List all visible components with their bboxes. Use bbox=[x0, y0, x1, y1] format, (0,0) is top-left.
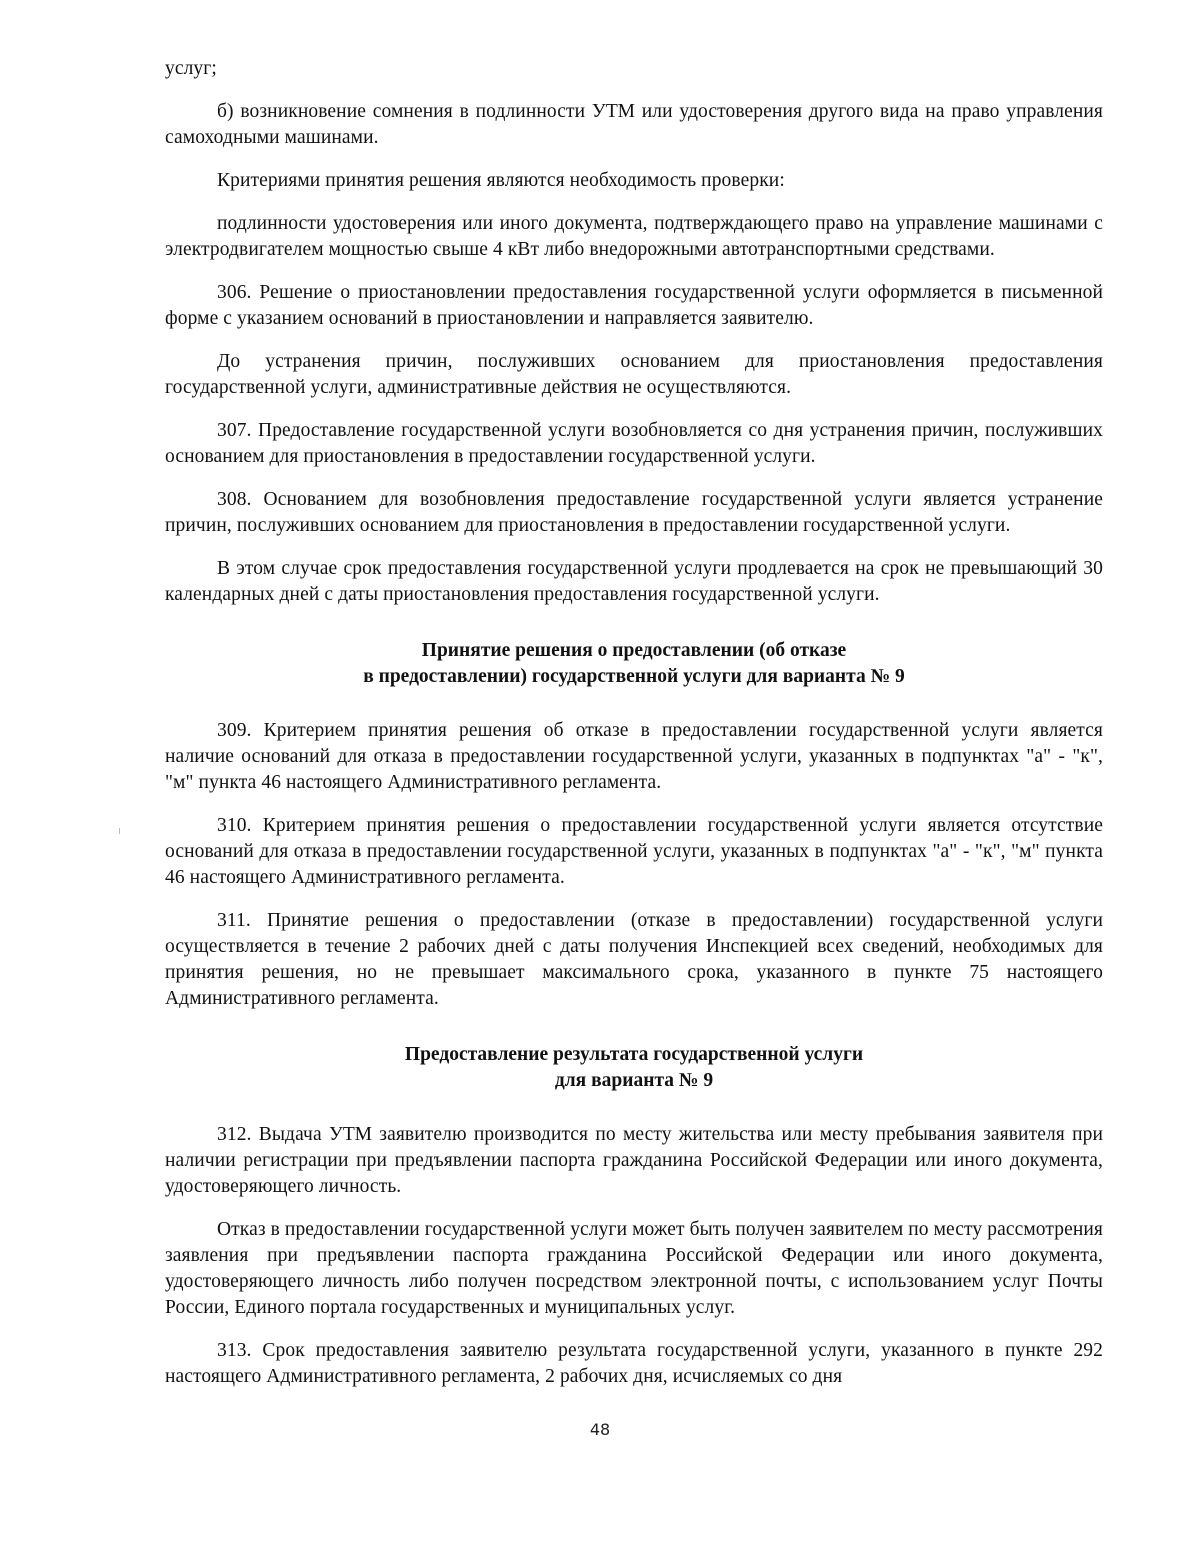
paragraph: 306. Решение о приостановлении предоставления государственной услуги оформляется в письменной форме с указанием оснований в приостановлении и направляется заявителю. bbox=[165, 282, 1103, 329]
paragraph: б) возникновение сомнения в подлинности УТМ или удостоверения другого вида на право управления самоходными машинами. bbox=[165, 101, 1103, 148]
paragraph: До устранения причин, послуживших основанием для приостановления предоставления государственной услуги, административные действия не осуществляются. bbox=[165, 351, 1103, 398]
paragraph: 308. Основанием для возобновления предоставление государственной услуги является устранение причин, послуживших основанием для приостановления в предоставлении государственной услуги. bbox=[165, 489, 1103, 536]
page-content bbox=[165, 56, 1103, 1407]
section-top bbox=[165, 56, 1103, 608]
scan-artifact bbox=[119, 828, 120, 834]
paragraph: услуг; bbox=[165, 58, 217, 79]
heading-line: для варианта № 9 bbox=[554, 1070, 714, 1091]
paragraph: 311. Принятие решения о предоставлении (отказе в предоставлении) государственной услуги осуществляется в течение 2 рабочих дней с даты получения Инспекцией всех сведений, необходимых для принятия решения, но не превышает максимального срока, указанного в пункте 75 настоящего Административного регламента. bbox=[165, 910, 1103, 1009]
section-middle bbox=[165, 718, 1103, 1012]
paragraph: Критериями принятия решения являются необходимость проверки: bbox=[217, 170, 785, 191]
section-bottom bbox=[165, 1122, 1103, 1390]
paragraph: В этом случае срок предоставления государственной услуги продлевается на срок не превышающий 30 календарных дней с даты приостановления предоставления государственной услуги. bbox=[165, 558, 1103, 605]
section-heading bbox=[165, 638, 1103, 690]
paragraph: 312. Выдача УТМ заявителю производится по месту жительства или месту пребывания заявителя при наличии регистрации при предъявлении паспорта гражданина Российской Федерации или иного документа, удостоверяющего личность. bbox=[165, 1124, 1103, 1197]
heading-line: Предоставление результата государственной услуги bbox=[404, 1044, 864, 1065]
page-number: 48 bbox=[589, 1420, 611, 1439]
heading-line: Принятие решения о предоставлении (об отказе bbox=[421, 640, 847, 661]
paragraph: 313. Срок предоставления заявителю результата государственной услуги, указанного в пункте 292 настоящего Административного регламента, 2 рабочих дня, исчисляемых со дня bbox=[165, 1340, 1103, 1387]
heading-line: в предоставлении) государственной услуги для варианта № 9 bbox=[363, 666, 905, 687]
section-heading bbox=[165, 1042, 1103, 1094]
paragraph: Отказ в предоставлении государственной услуги может быть получен заявителем по месту рассмотрения заявления при предъявлении паспорта гражданина Российской Федерации или иного документа, удостоверяющего личность либо получен посредством электронной почты, с использованием услуг Почты России, Единого портала государственных и муниципальных услуг. bbox=[165, 1219, 1103, 1318]
paragraph: 307. Предоставление государственной услуги возобновляется со дня устранения причин, послуживших основанием для приостановления в предоставлении государственной услуги. bbox=[165, 420, 1103, 467]
paragraph: подлинности удостоверения или иного документа, подтверждающего право на управление машинами с электродвигателем мощностью свыше 4 кВт либо внедорожными автотранспортными средствами. bbox=[165, 213, 1103, 260]
paragraph: 309. Критерием принятия решения об отказе в предоставлении государственной услуги является наличие оснований для отказа в предоставлении государственной услуги, указанных в подпунктах "а" - "к", "м" пункта 46 настоящего Административного регламента. bbox=[165, 720, 1103, 793]
paragraph: 310. Критерием принятия решения о предоставлении государственной услуги является отсутствие оснований для отказа в предоставлении государственной услуги, указанных в подпунктах "а" - "к", "м" пункта 46 настоящего Административного регламента. bbox=[165, 815, 1103, 888]
